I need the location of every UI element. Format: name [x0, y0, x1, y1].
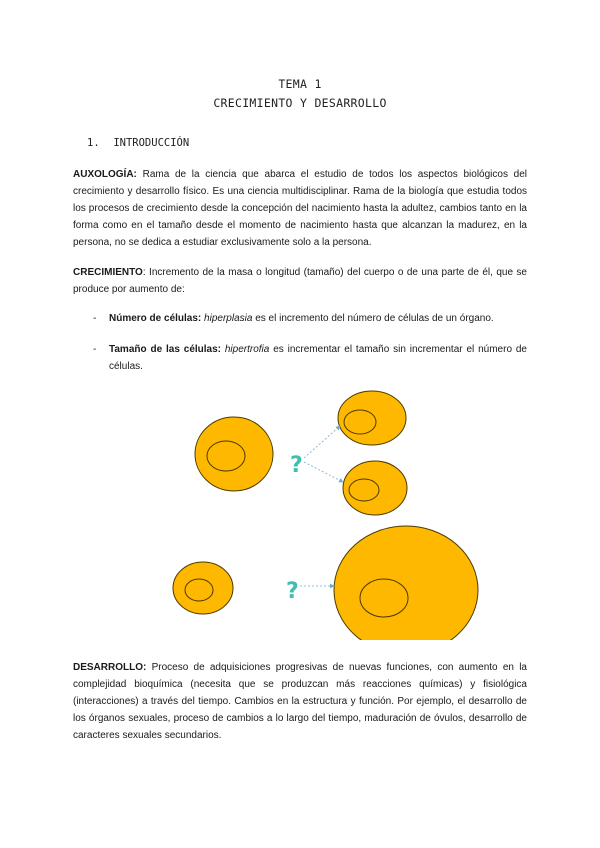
bullet-text: es incrementar el tamaño sin incrementar el número de células. — [109, 344, 527, 372]
cell-enlarged — [334, 526, 478, 640]
desarrollo-term: DESARROLLO: — [73, 662, 147, 673]
cell-original-hypertrophy — [173, 562, 233, 614]
topic-title: CRECIMIENTO Y DESARROLLO — [213, 96, 387, 110]
bullet-italic: hipertrofia — [221, 344, 270, 355]
bullet-term: Número de células: — [109, 313, 202, 324]
cell-daughter-top — [338, 391, 406, 445]
topic-number: TEMA 1 — [278, 77, 322, 91]
bullet-hipertrofia — [93, 341, 527, 375]
bullet-dash: - — [93, 313, 97, 324]
crecimiento-paragraph — [73, 264, 527, 298]
desarrollo-text: Proceso de adquisiciones progresivas de nuevas funciones, con aumento en la complejidad bioquímica (necesita que se produzcan más reacciones químicas) y fisiológica (interacciones) a través del tiempo. Cambios en la estructura y función. Por ejemplo, el desarrollo de los órganos sexuales, proceso de cambios a lo largo del tiempo, maduración de óvulos, desarrollo de caracteres sexuales secundarios. — [73, 662, 527, 741]
bullet-hiperplasia — [93, 310, 527, 327]
auxologia-text: Rama de la ciencia que abarca el estudio de todos los aspectos biológicos del crecimiento y desarrollo físico. Es una ciencia multidisciplinar. Rama de la biología que estudia todos los procesos de crecimiento desde la concepción del nacimiento hasta la adultez, cambios tanto en la forma como en el tamaño desde el momento de nacimiento hasta que alcanzan la madurez, en la persona, no se dedica a estudiar exclusivamente solo a la persona. — [73, 169, 527, 248]
bullet-term: Tamaño de las células: — [109, 344, 221, 355]
cell-original-hyperplasia — [195, 417, 273, 491]
cell-daughter-bottom — [343, 461, 407, 515]
crecimiento-text: : Incremento de la masa o longitud (tamaño) del cuerpo o de una parte de él, que se produce por aumento de: — [73, 267, 527, 295]
question-mark-bottom: ? — [286, 579, 299, 604]
arrow-to-top-cell — [304, 426, 340, 458]
auxologia-term: AUXOLOGÍA: — [73, 169, 137, 180]
bullet-text: es el incremento del número de células de un órgano. — [252, 313, 494, 324]
question-mark-top: ? — [290, 453, 303, 478]
bullet-italic: hiperplasia — [201, 313, 253, 324]
arrow-to-bottom-cell — [304, 462, 343, 482]
section-heading — [87, 137, 189, 149]
crecimiento-term: CRECIMIENTO — [73, 267, 143, 278]
bullet-dash: - — [93, 344, 97, 355]
auxologia-paragraph — [73, 166, 527, 251]
section-title: INTRODUCCIÓN — [113, 137, 190, 149]
section-number: 1. — [87, 137, 100, 149]
cell-growth-diagram — [0, 380, 600, 640]
desarrollo-paragraph — [73, 659, 527, 744]
